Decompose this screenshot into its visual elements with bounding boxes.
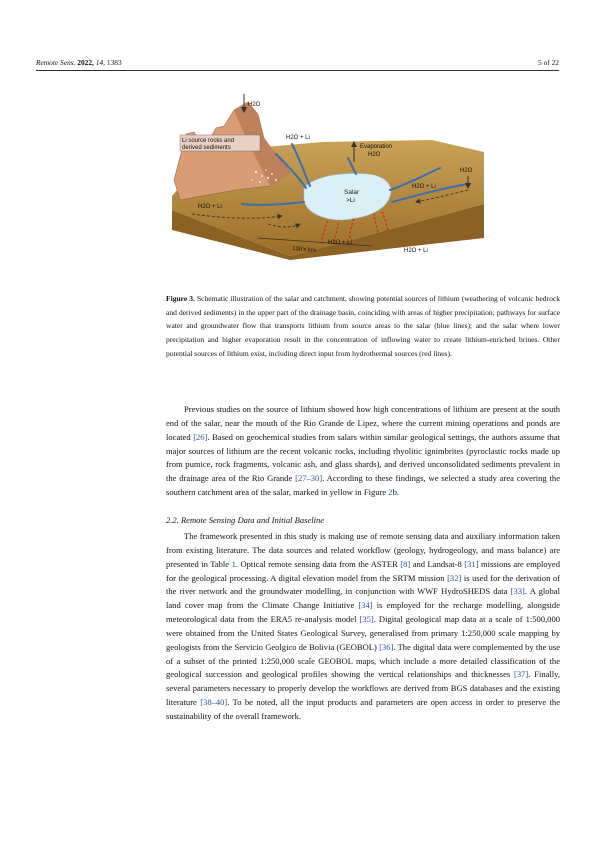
figure-caption [166,292,560,361]
citation-link[interactable]: [27–30] [295,473,323,484]
citation-link[interactable]: [31] [464,558,479,569]
journal-year: 2022, [77,58,94,67]
citation-link[interactable]: [36] [379,641,394,652]
table-link[interactable]: 1 [231,558,236,569]
citation-link[interactable]: [38–40] [200,697,228,708]
text-run: b. [392,487,399,498]
text-run: is used for the derivation of the river network and the groundwater modelling, in conjunction with WWF HydroSHEDS data [166,572,560,597]
label-h2o-li-right: H2O + Li [412,184,436,190]
label-salar-li: >Li [346,197,355,204]
label-h2o-li-left: H2O + Li [198,204,222,210]
text-run: Previous studies on the source of lithium showed how high concentrations of lithium are present at the south end of the salar, near the mouth of the Rio Grande de Lipez, where the current mining operations and ponds are located [166,404,560,442]
figure-caption-text: Schematic illustration of the salar and catchment, showing potential sources of lithium (weathering of volcanic bedrock and derived sediments) in the upper part of the drainage basin, coinciding with areas of higher precipitation; pathways for surface water and groundwater flow that transports lithium from source areas to the salar (blue lines); and the salar where lower precipitation and higher evaporation result in the concentration of inflowing water to create lithium-enriched brines. Other potential sources of lithium exist, including direct input from hydrothermal sources (red lines). [166,294,560,358]
label-h2o-li-bottom-mid: H2O + Li [328,240,352,246]
citation-link[interactable]: [33] [510,586,525,597]
figure-link[interactable]: 2 [388,487,393,498]
citation-link[interactable]: [37] [514,669,529,680]
citation-link[interactable]: [32] [447,572,462,583]
label-scale: 100's km [291,246,317,255]
article-number: 1383 [106,58,122,67]
paragraph-lithium-sources [166,403,560,500]
figure-label: Figure 3. [166,294,195,303]
label-h2o-li-bottom-right: H2O + Li [404,248,428,254]
label-h2o-li-top: H2O + Li [286,135,310,141]
text-run: . Based on geochemical studies from salars within similar geological settings, the authors assume that major sources of lithium are the recent volcanic rocks, including rhyolitic ignimbrites (pyroclastic rocks made up from pumice, rock fragments, volcanic ash, and glass shards), and derived unconsolidated sediments prevalent in the drainage area of the Rio Grande [166,431,560,484]
journal-name: Remote Sens. [36,58,76,67]
text-run: and Landsat-8 [410,558,465,569]
text-run: missions are employed for the geological processing. A digital elevation model from the SRTM mission [166,558,560,583]
citation-link[interactable]: [35] [359,614,374,625]
label-li-source-2: derived sediments [182,145,231,151]
text-run: . A global land cover map from the Climate Change Initiative [166,586,560,611]
label-salar: Salar [344,189,360,196]
text-run: . The digital data were complemented by the use of a subset of the printed 1:250,000 scale GEOBOL maps, which include a more detailed classification of the geological succession and geological profiles showing the vertical relationships and thicknesses [166,641,560,680]
text-run: The framework presented in this study is making use of remote sensing data and auxiliary information taken from existing literature. The data sources and related workflow (geology, hydrogeology, and mass balance) are presented in Table [166,531,560,569]
paragraph-data-sources [166,530,560,724]
text-run: . Digital geological map data at a scale of 1:500,000 were obtained from the United States Geological Survey, generalised from primary 1:250,000 scale mapping by geologists from the Servicio Geolgico de Bolivia (GEOBOL) [166,614,560,652]
page-number: 5 of 22 [538,58,559,67]
text-run: . Optical remote sensing data from the ASTER [235,558,401,569]
label-evaporation-h2o: H2O [368,152,381,158]
section-heading: 2.2. Remote Sensing Data and Initial Baseline [166,515,325,525]
label-h2o-top: H2O [248,102,261,108]
journal-volume: 14, [95,58,106,67]
citation-link[interactable]: [8] [400,558,411,569]
label-li-source-1: Li source rocks and [182,138,235,144]
label-h2o-right: H2O [460,168,473,174]
text-run: is employed for the recharge modelling, alongside meteorological data from the ERA5 re-analysis model [166,600,560,625]
label-evaporation: Evaporation [360,144,393,150]
running-header-citation [36,58,122,67]
text-run: . To be noted, all the input products and parameters are open access in order to preserve the sustainability of the overall framework. [166,697,560,721]
citation-link[interactable]: [34] [358,600,373,611]
text-run: . Finally, several parameters necessary to properly develop the workflows are derived from BGS databases and the existing literature [166,669,561,708]
header-rule [36,70,559,71]
citation-link[interactable]: [26] [193,431,208,442]
salar-schematic-figure [172,92,484,260]
text-run: . According to these findings, we selected a study area covering the southern catchment area of the salar, marked in yellow in Figure [166,473,560,498]
